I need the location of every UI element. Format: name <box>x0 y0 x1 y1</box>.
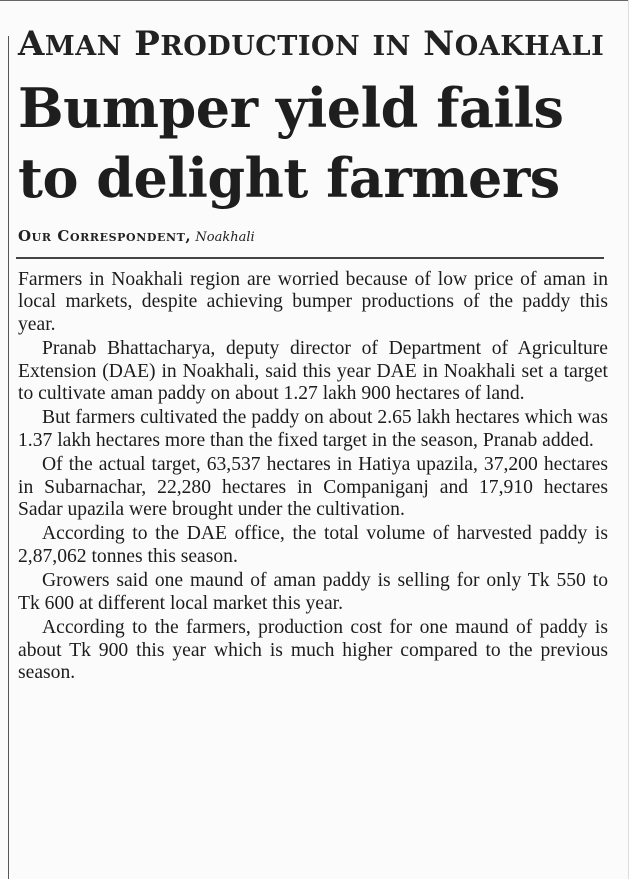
article-body <box>18 269 608 684</box>
kicker-rest: OAKHALI <box>454 31 605 62</box>
byline-correspondent: Our Correspondent, <box>18 227 192 245</box>
byline <box>18 227 610 245</box>
kicker-word: IN <box>372 31 411 62</box>
article <box>18 24 610 686</box>
kicker-rest: MAN <box>44 31 122 62</box>
kicker-title <box>18 24 610 67</box>
kicker-initial: P <box>134 24 161 64</box>
byline-divider <box>16 257 604 259</box>
paragraph: According to the farmers, production cost for one maund of paddy is about Tk 900 this year which is much higher compared to the previous season. <box>18 617 608 683</box>
paragraph: Pranab Bhattacharya, deputy director of Department of Agriculture Extension (DAE) in Noakhali, said this year DAE in Noakhali set a target to cultivate aman paddy on about 1.27 lakh 900 hectares of land. <box>18 338 608 405</box>
kicker-initial: A <box>18 24 45 64</box>
byline-place: Noakhali <box>195 230 255 245</box>
paragraph: According to the DAE office, the total volume of harvested paddy is 2,87,062 tonnes this season. <box>18 523 608 567</box>
paragraph: Growers said one maund of aman paddy is selling for only Tk 550 to Tk 600 at different local market this year. <box>18 570 608 614</box>
paragraph: Farmers in Noakhali region are worried because of low price of aman in local markets, despite achieving bumper productions of the paddy this year. <box>18 269 608 335</box>
headline-line: to delight farmers <box>18 146 560 210</box>
headline <box>18 73 610 213</box>
left-column-rule <box>8 36 9 879</box>
kicker-rest: RODUCTION <box>160 31 361 62</box>
kicker-initial: N <box>423 24 455 64</box>
paragraph: Of the actual target, 63,537 hectares in Hatiya upazila, 37,200 hectares in Subarnachar, 22,280 hectares in Companiganj and 17,910 hectares Sadar upazila were brought under the cultivation. <box>18 454 608 521</box>
top-rule <box>0 0 629 1</box>
paragraph: But farmers cultivated the paddy on about 2.65 lakh hectares which was 1.37 lakh hectares more than the fixed target in the season, Pranab added. <box>18 407 608 451</box>
headline-line: Bumper yield fails <box>18 76 564 140</box>
